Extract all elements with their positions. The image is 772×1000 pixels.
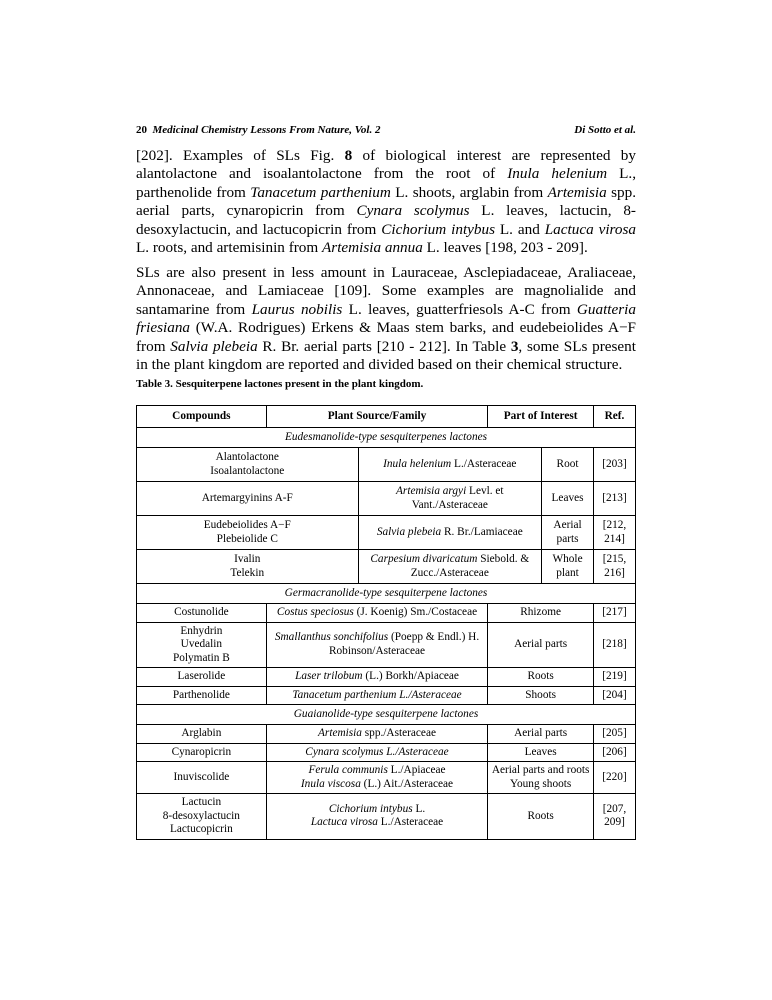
part-cell	[488, 686, 594, 705]
header-part-of-interest: Part of Interest	[488, 406, 594, 428]
part-of-interest: Root	[556, 457, 579, 470]
plant-source: Inula viscosa (L.) Ait./Asteraceae	[300, 777, 454, 790]
table-row	[137, 686, 636, 705]
sesquiterpene-table	[136, 405, 636, 840]
part-of-interest: Whole plant	[552, 553, 583, 579]
part-of-interest: Roots	[527, 670, 554, 682]
compound-cell	[137, 482, 359, 516]
compound-name: Lactucin	[181, 796, 222, 808]
plant-source: Artemisia spp./Asteraceae	[318, 727, 436, 739]
compound-cell	[137, 794, 267, 840]
plant-cell	[266, 604, 488, 623]
compound-cell	[137, 604, 267, 623]
part-cell	[542, 516, 594, 550]
compound-cell	[137, 743, 267, 762]
part-cell	[542, 448, 594, 482]
part-of-interest: Aerial parts and roots	[491, 764, 590, 776]
table-row	[137, 668, 636, 687]
ref-cell: [220]	[594, 762, 636, 794]
body-paragraph: [202]. Examples of SLs Fig. 8 of biological interest are represented by alantolactone and isoalantolactone from the root of Inula helenium L., parthenolide from Tanacetum parthenium L. shoots, arglabin from Artemisia spp. aerial parts, cynaropicrin from Cynara scolymus L. leaves, lactucin, 8-desoxylactucin, and lactucopicrin from Cichorium intybus L. and Lactuca virosa L. roots, and artemisinin from Artemisia annua L. leaves [198, 203 - 209].	[136, 147, 637, 257]
plant-source: Artemisia argyi Levl. et	[396, 485, 504, 497]
plant-source: Salvia plebeia R. Br./Lamiaceae	[376, 525, 523, 538]
ref-cell: [205]	[594, 725, 636, 744]
body-paragraph: SLs are also present in less amount in Lauraceae, Asclepiadaceae, Araliaceae, Annonaceae, and Lamiaceae [109]. Some examples are magnolialide and santamarine from Laurus nobilis L. leaves, guatterfriesols A-C from Guatteria friesiana (W.A. Rodrigues) Erkens & Maas stem barks, and eudebeiolides A−F from Salvia plebeia R. Br. aerial parts [210 - 212]. In Table 3, some SLs present in the plant kingdom are reported and divided based on their chemical structure.	[136, 264, 636, 374]
compound-cell	[137, 725, 267, 744]
ref-cell: [212, 214]	[594, 516, 636, 550]
plant-cell	[266, 668, 488, 687]
plant-source: Lactuca virosa L./Asteraceae	[310, 816, 444, 829]
compound-name: Costunolide	[174, 606, 229, 618]
part-cell	[488, 622, 594, 668]
part-cell	[488, 743, 594, 762]
compound-name: Alantolactone	[215, 451, 279, 463]
section-germacranolide: Germacranolide-type sesquiterpene lactones	[137, 584, 636, 604]
plant-source: Robinson/Asteraceae	[329, 644, 425, 657]
plant-source: Inula helenium L./Asteraceae	[383, 457, 517, 470]
authors: Di Sotto et al.	[574, 124, 636, 136]
compound-name: Inuviscolide	[173, 770, 230, 783]
compound-name: Parthenolide	[172, 688, 230, 701]
plant-source: Carpesium divaricatum Siebold. &	[370, 553, 530, 565]
part-cell	[488, 668, 594, 687]
plant-cell	[266, 622, 488, 668]
compound-name: Eudebeiolides A−F	[203, 519, 291, 531]
ref-cell: [207, 209]	[594, 794, 636, 840]
plant-source: Tanacetum parthenium L./Asteraceae	[292, 688, 462, 701]
part-of-interest: Leaves	[551, 491, 584, 504]
ref-cell: [204]	[594, 686, 636, 705]
compound-name: Artemargyinins A-F	[201, 491, 293, 504]
plant-source: Cichorium intybus L.	[328, 802, 426, 815]
table-header-row	[137, 406, 636, 428]
plant-cell	[358, 448, 542, 482]
header-compounds: Compounds	[137, 406, 267, 428]
ref-cell: [203]	[594, 448, 636, 482]
part-of-interest: Rhizome	[520, 606, 562, 618]
compound-cell	[137, 550, 359, 584]
header-plant-source: Plant Source/Family	[266, 406, 488, 428]
compound-name: Enhydrin	[180, 624, 223, 637]
section-row	[137, 584, 636, 604]
part-of-interest: Aerial parts	[553, 519, 582, 545]
part-cell	[488, 794, 594, 840]
part-of-interest: Aerial parts	[514, 727, 568, 739]
section-guaianolide: Guaianolide-type sesquiterpene lactones	[137, 705, 636, 725]
plant-cell	[358, 550, 542, 584]
plant-source: Cynara scolymus L./Asteraceae	[305, 745, 449, 758]
plant-source: Laser trilobum (L.) Borkh/Apiaceae	[295, 670, 459, 682]
header-ref: Ref.	[594, 406, 636, 428]
table-row	[137, 448, 636, 482]
ref-cell: [213]	[594, 482, 636, 516]
plant-cell	[266, 725, 488, 744]
plant-source: Ferula communis L./Apiaceae	[308, 764, 446, 776]
table-row	[137, 604, 636, 623]
part-of-interest: Aerial parts	[514, 638, 568, 650]
table-row	[137, 725, 636, 744]
part-cell	[542, 550, 594, 584]
compound-cell	[137, 762, 267, 794]
part-of-interest: Roots	[527, 809, 554, 822]
part-of-interest: Leaves	[524, 745, 557, 758]
ref-cell: [218]	[594, 622, 636, 668]
ref-cell: [206]	[594, 743, 636, 762]
compound-name: Uvedalin	[180, 638, 223, 650]
journal-title: Medicinal Chemistry Lessons From Nature, Vol. 2	[152, 124, 381, 136]
compound-name: Polymatin B	[172, 651, 230, 664]
section-eudesmanolide: Eudesmanolide-type sesquiterpenes lactones	[137, 428, 636, 448]
plant-cell	[358, 516, 542, 550]
table-row	[137, 762, 636, 794]
part-of-interest: Shoots	[525, 688, 557, 701]
compound-cell	[137, 622, 267, 668]
part-cell	[488, 604, 594, 623]
compound-name: Telekin	[230, 566, 265, 579]
ref-cell: [215, 216]	[594, 550, 636, 584]
plant-cell	[266, 743, 488, 762]
table-row	[137, 516, 636, 550]
table-row	[137, 622, 636, 668]
table-caption: Table 3. Sesquiterpene lactones present in the plant kingdom.	[136, 378, 424, 390]
compound-name: Ivalin	[234, 553, 261, 565]
ref-cell: [219]	[594, 668, 636, 687]
compound-name: 8-desoxylactucin	[162, 809, 240, 822]
plant-cell	[266, 686, 488, 705]
compound-cell	[137, 686, 267, 705]
compound-cell	[137, 516, 359, 550]
ref-cell: [217]	[594, 604, 636, 623]
table-row	[137, 743, 636, 762]
part-cell	[488, 762, 594, 794]
part-cell	[542, 482, 594, 516]
running-header	[136, 124, 636, 140]
plant-source: Zucc./Asteraceae	[410, 566, 489, 579]
plant-source: Vant./Asteraceae	[411, 498, 488, 511]
part-cell	[488, 725, 594, 744]
section-row	[137, 428, 636, 448]
compound-cell	[137, 448, 359, 482]
table-row	[137, 794, 636, 840]
plant-cell	[266, 794, 488, 840]
plant-source: Costus speciosus (J. Koenig) Sm./Costaceae	[276, 606, 478, 618]
table-row	[137, 550, 636, 584]
compound-name: Laserolide	[177, 670, 226, 682]
compound-name: Cynaropicrin	[171, 745, 232, 758]
section-row	[137, 705, 636, 725]
page-number: 20	[136, 124, 147, 136]
plant-cell	[266, 762, 488, 794]
part-of-interest: Young shoots	[509, 777, 572, 790]
plant-cell	[358, 482, 542, 516]
compound-name: Lactucopicrin	[170, 823, 233, 835]
plant-source: Smallanthus sonchifolius (Poepp & Endl.) H.	[274, 631, 480, 644]
compound-cell	[137, 668, 267, 687]
compound-name: Arglabin	[181, 727, 222, 739]
table-row	[137, 482, 636, 516]
compound-name: Isoalantolactone	[210, 464, 285, 477]
compound-name: Plebeiolide C	[216, 532, 278, 545]
